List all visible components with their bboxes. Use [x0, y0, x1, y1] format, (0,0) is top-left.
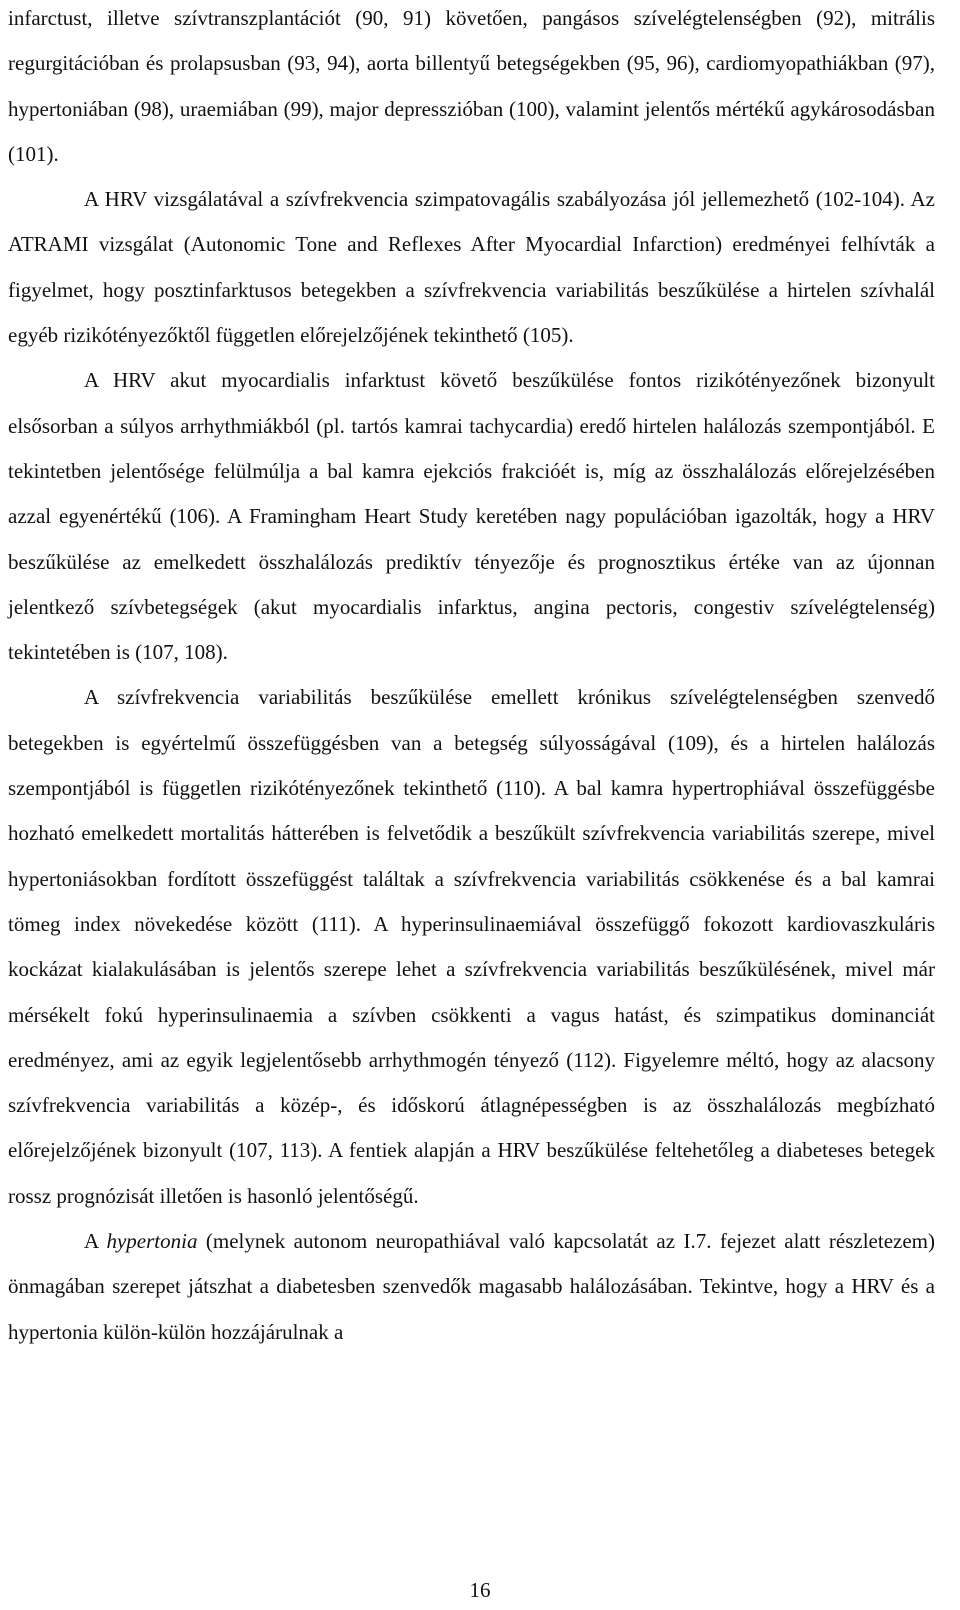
paragraph-5 [8, 1219, 935, 1355]
page-number: 16 [469, 1578, 491, 1602]
paragraph-5-rest: (melynek autonom neuropathiával való kapcsolatát az I.7. fejezet alatt részletezem) önmagában szerepet játszhat a diabetesben szenvedők magasabb halálozásában. Tekintve, hogy a HRV és a hypertonia külön-külön hozzájárulnak a [8, 1229, 935, 1344]
paragraph-2: A HRV vizsgálatával a szívfrekvencia szimpatovagális szabályozása jól jellemezhető (102-104). Az ATRAMI vizsgálat (Autonomic Tone and Reflexes After Myocardial Infarction) eredményei felhívták a figyelmet, hogy posztinfarktusos betegekben a szívfrekvencia variabilitás beszűkülése a hirtelen szívhalál egyéb rizikótényezőktől független előrejelzőjének tekinthető (105). [8, 187, 935, 348]
paragraph-3: A HRV akut myocardialis infarktust követő beszűkülése fontos rizikótényezőnek bizonyult elsősorban a súlyos arrhythmiákból (pl. tartós kamrai tachycardia) eredő hirtelen halálozás szempontjából. E tekintetben jelentősége felülmúlja a bal kamra ejekciós frakcióét is, míg az összhalálozás előrejelzésében azzal egyenértékű (106). A Framingham Heart Study keretében nagy populációban igazolták, hogy a HRV beszűkülése az emelkedett összhalálozás prediktív tényezője és prognosztikus értéke van az újonnan jelentkező szívbetegségek (akut myocardialis infarktus, angina pectoris, congestiv szívelégtelenség) tekintetében is (107, 108). [8, 368, 935, 665]
paragraph-5-start: A [84, 1229, 107, 1254]
paragraph-4: A szívfrekvencia variabilitás beszűkülése emellett krónikus szívelégtelenségben szenvedő betegekben is egyértelmű összefüggésben van a betegség súlyosságával (109), és a hirtelen halálozás szempontjából is független rizikótényezőnek tekinthető (110). A bal kamra hypertrophiával összefüggésbe hozható emelkedett mortalitás hátterében is felvetődik a beszűkült szívfrekvencia variabilitás szerepe, mivel hypertoniásokban fordított összefüggést találtak a szívfrekvencia variabilitás csökkenése és a bal kamrai tömeg index növekedése között (111). A hyperinsulinaemiával összefüggő fokozott kardiovaszkuláris kockázat kialakulásában is jelentős szerepe lehet a szívfrekvencia variabilitás beszűkülésének, mivel már mérsékelt fokú hyperinsulinaemia a szívben csökkenti a vagus hatást, és szimpatikus dominanciát eredményez, ami az egyik legjelentősebb arrhythmogén tényező (112). Figyelemre méltó, hogy az alacsony szívfrekvencia variabilitás a közép-, és időskorú átlagnépességben is az összhalálozás megbízható előrejelzőjének bizonyult (107, 113). A fentiek alapján a HRV beszűkülése feltehetőleg a diabeteses betegek rossz prognózisát illetően is hasonló jelentőségű. [8, 685, 935, 1208]
paragraph-1: infarctust, illetve szívtranszplantációt (90, 91) követően, pangásos szívelégtelenségben (92), mitrális regurgitációban és prolapsusban (93, 94), aorta billentyű betegségekben (95, 96), cardiomyopathiákban (97), hypertoniában (98), uraemiában (99), major depresszióban (100), valamint jelentős mértékű agykárosodásban (101). [8, 6, 935, 166]
document-body [8, 0, 935, 1355]
paragraph-5-italic-term: hypertonia [106, 1229, 198, 1254]
